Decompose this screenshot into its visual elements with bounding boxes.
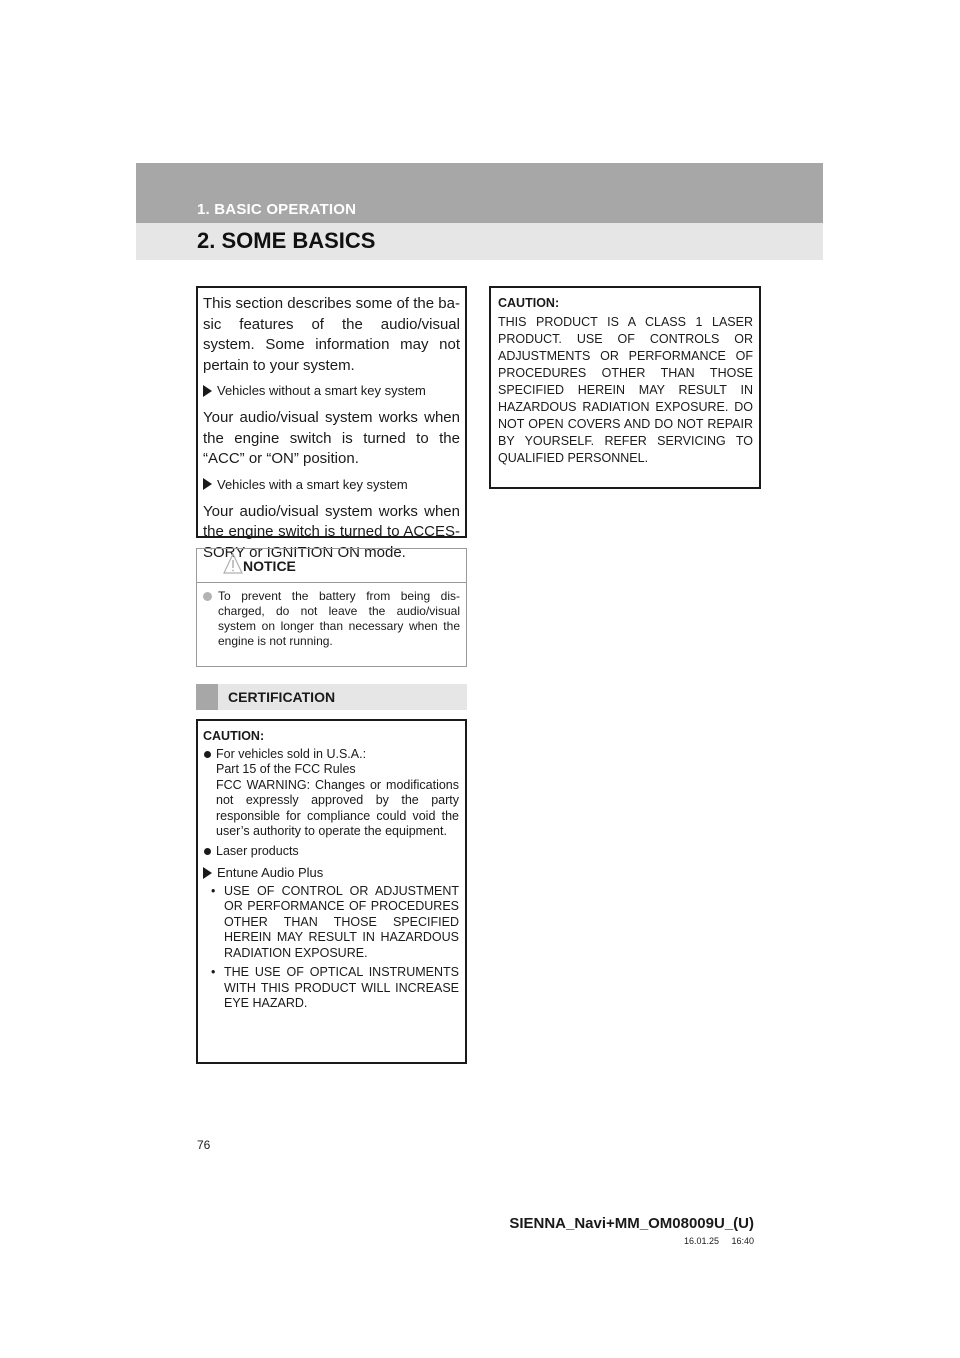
list-item <box>211 965 459 1012</box>
bullet-icon: • <box>211 965 216 979</box>
notice-body <box>197 583 466 649</box>
notice-title: NOTICE <box>243 558 296 574</box>
section-marker <box>196 684 218 710</box>
intro-item-no-smart-key <box>203 383 460 398</box>
usa-line: For vehicles sold in U.S.A.: <box>216 746 367 761</box>
notice-header <box>197 549 466 583</box>
document-id: SIENNA_Navi+MM_OM08009U_(U) <box>509 1215 754 1232</box>
laser-caution-text: THIS PRODUCT IS A CLASS 1 LASER PRODUCT. USE OF CONTROLS OR ADJUSTMENTS OR PERFORMANCE OF PROCEDURES OTHER THAN THOSE SPECIFIED HEREIN MAY RESULT IN HAZARDOUS RADIATION EXPOSURE. DO NOT OPEN COVERS AND DO NOT REPAIR BY YOURSELF. REFER SERVICING TO QUALIFIED PERSONNEL. <box>498 315 753 465</box>
caution-label: CAUTION: <box>498 296 560 310</box>
arrow-right-icon <box>203 478 212 490</box>
page-title: 2. SOME BASICS <box>197 228 376 253</box>
certification-box <box>196 719 467 1064</box>
laser-caution-box <box>489 286 761 489</box>
arrow-right-icon <box>203 867 212 879</box>
bullet-icon: • <box>211 883 216 898</box>
list-item-usa <box>203 747 459 840</box>
arrow-right-icon <box>203 385 212 397</box>
entune-item-text: THE USE OF OPTICAL INSTRUMENTS WITH THIS PRODUCT WILL INCREASE EYE HAZARD. <box>224 965 459 1010</box>
entune-list <box>211 884 459 1012</box>
page-number: 76 <box>197 1138 211 1152</box>
certification-title: CERTIFICATION <box>228 689 336 705</box>
intro-paragraph: Your audio/visual system works when the engine switch is turned to the “ACC” or “ON” position. <box>203 409 460 467</box>
intro-box <box>196 286 467 561</box>
section-label: 1. BASIC OPERATION <box>197 201 357 218</box>
entune-item-text: USE OF CONTROL OR ADJUSTMENT OR PERFORMANCE OF PROCEDURES OTHER THAN THOSE SPECIFIED HEREIN MAY RESULT IN HAZARDOUS RADIATION EXPOSURE. <box>224 883 459 960</box>
intro-item-label: Vehicles with a smart key system <box>217 476 408 492</box>
certification-header <box>196 684 467 710</box>
intro-item-label: Vehicles without a smart key system <box>217 383 426 398</box>
entune-heading <box>203 865 459 881</box>
laser-products-label: Laser products <box>216 843 299 858</box>
caution-label: CAUTION: <box>203 729 265 743</box>
bullet-icon <box>204 848 211 855</box>
entune-label: Entune Audio Plus <box>217 865 324 880</box>
timestamp: 16.01.25 16:40 <box>683 1236 754 1246</box>
notice-box <box>196 548 467 667</box>
list-item-laser <box>203 844 459 860</box>
fcc-warning-text: FCC WARNING: Changes or modifications not expressly approved by the party responsible for compliance could void the user’s authority to operate the equipment. <box>216 777 459 838</box>
intro-paragraph: Your audio/visual system works when the engine switch is turned to ACCES-SORY or IGNITION ON mode. <box>203 502 460 561</box>
bullet-icon <box>204 751 211 758</box>
intro-item-smart-key <box>203 477 460 492</box>
warning-triangle-icon <box>223 553 243 575</box>
fcc-rules-line: Part 15 of the FCC Rules <box>216 762 356 776</box>
bullet-icon <box>203 592 212 601</box>
intro-paragraph: This section describes some of the ba-sic features of the audio/visual system. Some information may not pertain to your system. <box>203 295 460 374</box>
list-item <box>211 884 459 962</box>
notice-text: To prevent the battery from being dis-charged, do not leave the audio/visual system on longer than necessary when the engine is not running. <box>218 589 460 648</box>
